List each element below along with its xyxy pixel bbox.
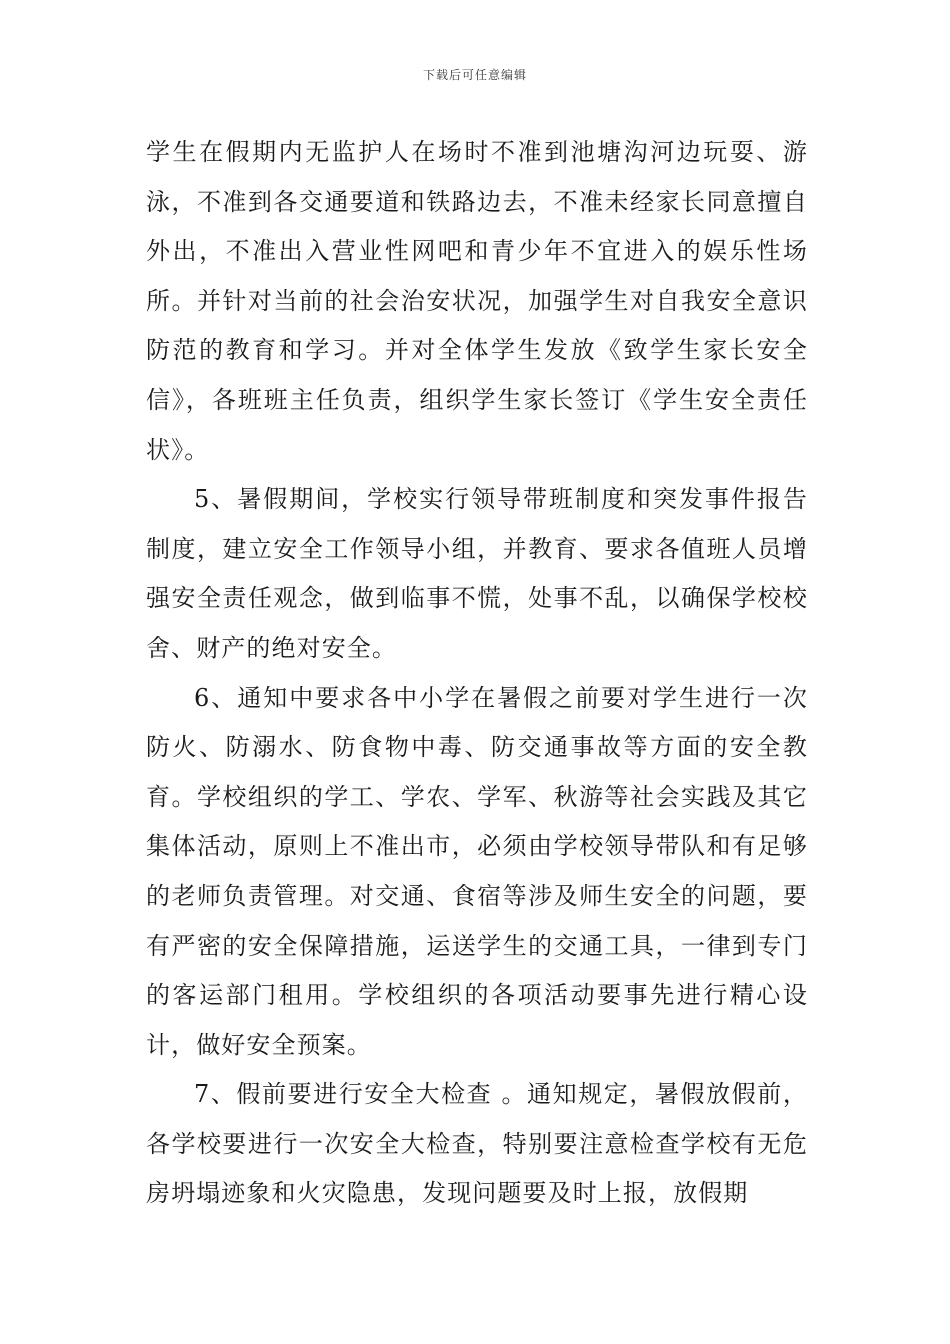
- paragraph-item-5: 5、暑假期间，学校实行领导带班制度和突发事件报告制度，建立安全工作领导小组，并教育、要求各值班人员增强安全责任观念，做到临事不慌，处事不乱，以确保学校校舍、财产的绝对安全。: [146, 485, 808, 662]
- document-body: [146, 128, 808, 1219]
- paragraph-item-6: 6、通知中要求各中小学在暑假之前要对学生进行一次防火、防溺水、防食物中毒、防交通事故等方面的安全教育。学校组织的学工、学农、学军、秋游等社会实践及其它集体活动，原则上不准出市，必须由学校领导带队和有足够的老师负责管理。对交通、食宿等涉及师生安全的问题，要有严密的安全保障措施，运送学生的交通工具，一律到专门的客运部门租用。学校组织的各项活动要事先进行精心设计，做好安全预案。: [146, 683, 808, 1059]
- paragraph-continuation: 学生在假期内无监护人在场时不准到池塘沟河边玩耍、游泳，不准到各交通要道和铁路边去，不准未经家长同意擅自外出，不准出入营业性网吧和青少年不宜进入的娱乐性场所。并针对当前的社会治安状况，加强学生对自我安全意识防范的教育和学习。并对全体学生发放《致学生家长安全信》，各班班主任负责，组织学生家长签订《学生安全责任状》。: [146, 138, 808, 464]
- paragraph-item-7: 7、假前要进行安全大检查 。通知规定，暑假放假前，各学校要进行一次安全大检查，特别要注意检查学校有无危房坍塌迹象和火灾隐患，发现问题要及时上报，放假期: [146, 1080, 808, 1208]
- page-header: 下载后可任意编辑: [422, 68, 527, 82]
